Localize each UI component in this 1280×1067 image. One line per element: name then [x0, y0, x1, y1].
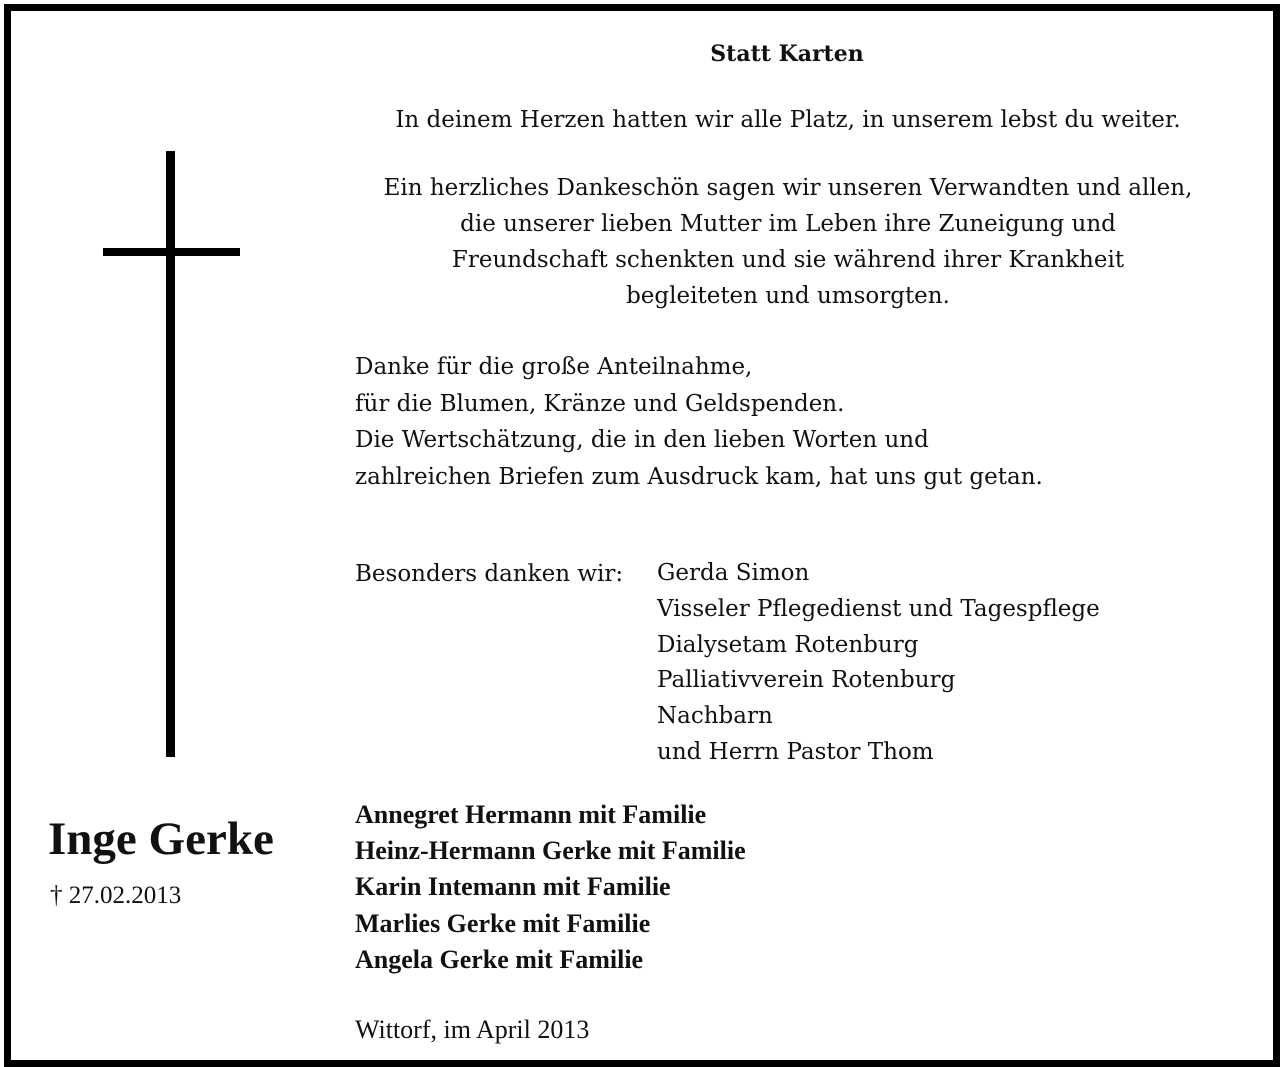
- notice-frame: [4, 4, 1280, 1067]
- heading: Statt Karten: [710, 41, 864, 67]
- special-thanks-item: und Herrn Pastor Thom: [657, 738, 934, 765]
- thanks-line: Ein herzliches Dankeschön sagen wir unseren Verwandten und allen,: [383, 175, 1193, 201]
- gratitude-line: zahlreichen Briefen zum Ausdruck kam, hat uns gut getan.: [355, 463, 1043, 490]
- cross-horizontal-bar: [103, 248, 240, 256]
- motto: In deinem Herzen hatten wir alle Platz, in unserem lebst du weiter.: [395, 107, 1181, 133]
- family-item: Heinz-Hermann Gerke mit Familie: [355, 836, 746, 866]
- family-item: Annegret Hermann mit Familie: [355, 800, 707, 829]
- thanks-paragraph: [341, 170, 1235, 314]
- deceased-name: Inge Gerke: [48, 813, 274, 865]
- special-thanks-item: Nachbarn: [657, 703, 773, 730]
- family-item: Karin Intemann mit Familie: [355, 872, 671, 902]
- family-item: Marlies Gerke mit Familie: [355, 908, 651, 938]
- special-thanks-label: Besonders danken wir:: [355, 561, 624, 587]
- special-thanks-item: Palliativverein Rotenburg: [657, 667, 956, 694]
- gratitude-line: für die Blumen, Kränze und Geldspenden.: [355, 390, 845, 417]
- family-item: Angela Gerke mit Familie: [355, 944, 644, 974]
- closing-line: Wittorf, im April 2013: [355, 1015, 590, 1044]
- gratitude-paragraph: [355, 349, 1043, 495]
- cross-vertical-bar: [166, 151, 175, 757]
- gratitude-line: Die Wertschätzung, die in den lieben Worten und: [355, 427, 929, 453]
- special-thanks-item: Dialysetam Rotenburg: [657, 631, 919, 658]
- family-list: [355, 797, 746, 978]
- thanks-line: begleiteten und umsorgten.: [626, 283, 950, 309]
- thanks-line: die unserer lieben Mutter im Leben ihre Zuneigung und: [460, 211, 1116, 237]
- special-thanks-list: [657, 556, 1100, 771]
- thanks-line: Freundschaft schenkten und sie während ihrer Krankheit: [451, 247, 1125, 273]
- gratitude-line: Danke für die große Anteilnahme,: [355, 354, 753, 380]
- special-thanks-item: Visseler Pflegedienst und Tagespflege: [657, 595, 1100, 622]
- special-thanks-item: Gerda Simon: [657, 560, 810, 586]
- death-date: † 27.02.2013: [50, 882, 182, 909]
